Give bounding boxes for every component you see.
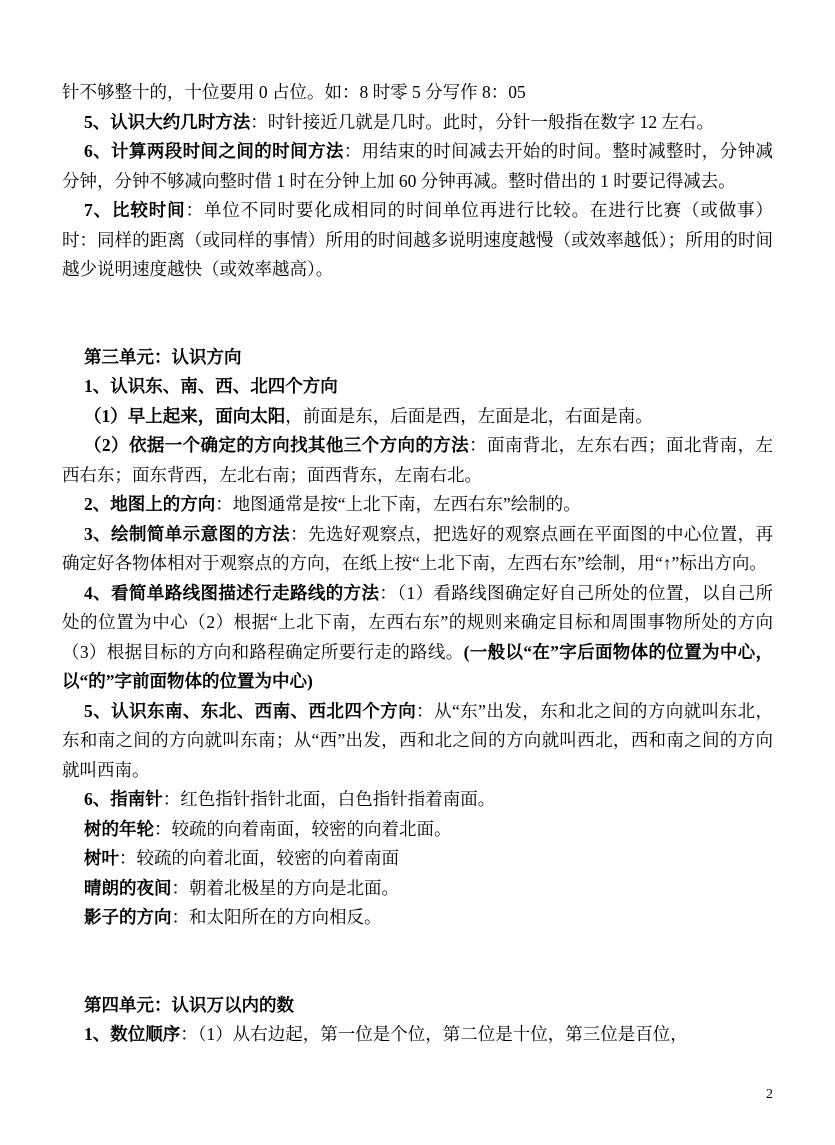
item-1-1-morning-sun-seg-1: ，前面是东，后面是西，左面是北，右面是南。 xyxy=(285,405,653,426)
item-6-elapsed-time-seg-0: 6、计算两段时间之间的时间方法 xyxy=(84,141,344,161)
item-1-2-find-directions xyxy=(62,431,773,490)
item-5-approx-time-seg-0: 5、认识大约几时方法 xyxy=(84,111,251,132)
item-1-place-order-seg-1: ：（1）从右边起，第一位是个位，第二位是十位，第三位是百位， xyxy=(180,1024,688,1044)
item-6-compass-seg-1: ：红色指针指针北面，白色指针指着南面。 xyxy=(162,789,496,809)
item-shadow-direction-seg-0: 影子的方向 xyxy=(84,907,172,927)
item-1-four-directions-seg-0: 1、认识东、南、西、北四个方向 xyxy=(84,376,338,396)
unit-4-heading xyxy=(62,991,773,1021)
item-shadow-direction xyxy=(62,903,773,933)
item-6-compass xyxy=(62,785,773,815)
unit-3-heading-seg-0: 第三单元：认识方向 xyxy=(84,346,242,367)
item-2-map-directions-seg-1: ：地图通常是按“上北下南，左西右东”绘制的。 xyxy=(215,494,581,514)
item-4-route-map xyxy=(62,579,773,697)
unit-3-heading xyxy=(62,343,773,373)
item-4-route-map-seg-2: (一般以“在”字后面物体的位置为中心，以“的”字前面物体的位置为中心) xyxy=(62,641,774,691)
item-5-approx-time-seg-1: ：时针接近几就是几时。此时，分针一般指在数字 12 左右。 xyxy=(250,111,714,132)
item-5-approx-time xyxy=(62,108,773,138)
unit-4-heading-seg-0: 第四单元：认识万以内的数 xyxy=(84,994,294,1015)
line-clock-zero xyxy=(62,78,773,108)
item-clear-night-seg-0: 晴朗的夜间 xyxy=(84,877,172,898)
item-1-1-morning-sun xyxy=(62,402,773,432)
item-leaves-seg-0: 树叶 xyxy=(84,848,119,868)
item-7-compare-time xyxy=(62,196,773,285)
item-clear-night-seg-1: ：朝着北极星的方向是北面。 xyxy=(171,877,399,898)
item-tree-rings-seg-0: 树的年轮 xyxy=(84,818,154,839)
item-1-2-find-directions-seg-0: （2）依据一个确定的方向找其他三个方向的方法 xyxy=(84,435,470,455)
item-4-route-map-seg-1: ：（1）看路线图确定好自己所处的位置，以自己所处的位置为中心（2）根据“上北下南，左西右东”的规则来确定目标和周围事物所处的方向（3）根据目标的方向和路程确定所要行走的路线。 xyxy=(62,582,774,662)
item-7-compare-time-seg-1: ：单位不同时要化成相同的时间单位再进行比较。在进行比赛（或做事）时：同样的距离（或同样的事情）所用的时间越多说明速度越慢（或效率越低）；所用的时间越少说明速度越快（或效率越高）。 xyxy=(62,200,773,279)
item-6-compass-seg-0: 6、指南针 xyxy=(84,789,163,809)
item-2-map-directions-seg-0: 2、地图上的方向 xyxy=(84,494,216,514)
paragraph-spacer xyxy=(62,285,773,343)
item-6-elapsed-time-seg-1: ：用结束的时间减去开始的时间。整时减整时，分钟减分钟，分钟不够减向整时借 1 时在分钟上加 60 分钟再减。整时借出的 1 时要记得减去。 xyxy=(62,141,774,191)
item-5-intercardinal-seg-1: ：从“东”出发，东和北之间的方向就叫东北，东和南之间的方向就叫东南；从“西”出发，西和北之间的方向就叫西北，西和南之间的方向就叫西南。 xyxy=(62,700,773,780)
item-3-draw-sketch-seg-1: ：先选好观察点，把选好的观察点画在平面图的中心位置，再确定好各物体相对于观察点的方向，在纸上按“上北下南，左西右东”绘制，用“↑”标出方向。 xyxy=(62,523,774,573)
item-1-1-morning-sun-seg-0: （1）早上起来，面向太阳 xyxy=(84,405,286,426)
item-tree-rings xyxy=(62,815,773,845)
item-7-compare-time-seg-0: 7、比较时间 xyxy=(84,200,186,220)
document-body xyxy=(62,78,773,1050)
item-1-2-find-directions-seg-1: ：面南背北，左东右西；面北背南，左西右东；面东背西，左北右南；面西背东，左南右北。 xyxy=(62,435,773,485)
item-tree-rings-seg-1: ：较疏的向着南面，较密的向着北面。 xyxy=(154,818,452,839)
item-6-elapsed-time xyxy=(62,137,773,196)
item-3-draw-sketch-seg-0: 3、绘制简单示意图的方法 xyxy=(84,523,291,544)
item-5-intercardinal xyxy=(62,697,773,786)
item-2-map-directions xyxy=(62,490,773,520)
item-3-draw-sketch xyxy=(62,520,773,579)
item-shadow-direction-seg-1: ：和太阳所在的方向相反。 xyxy=(171,907,382,927)
item-leaves-seg-1: ：较疏的向着北面，较密的向着南面 xyxy=(119,848,399,868)
page-number: 2 xyxy=(766,1087,773,1102)
item-5-intercardinal-seg-0: 5、认识东南、东北、西南、西北四个方向 xyxy=(84,700,417,721)
paragraph-spacer xyxy=(62,933,773,991)
item-4-route-map-seg-0: 4、看简单路线图描述行走路线的方法 xyxy=(84,582,380,603)
item-leaves xyxy=(62,844,773,874)
item-1-place-order xyxy=(62,1020,773,1050)
item-1-four-directions xyxy=(62,372,773,402)
item-clear-night xyxy=(62,874,773,904)
line-clock-zero-seg-0: 针不够整十的，十位要用 0 占位。如：8 时零 5 分写作 8：05 xyxy=(62,82,526,102)
item-1-place-order-seg-0: 1、数位顺序 xyxy=(84,1024,181,1044)
